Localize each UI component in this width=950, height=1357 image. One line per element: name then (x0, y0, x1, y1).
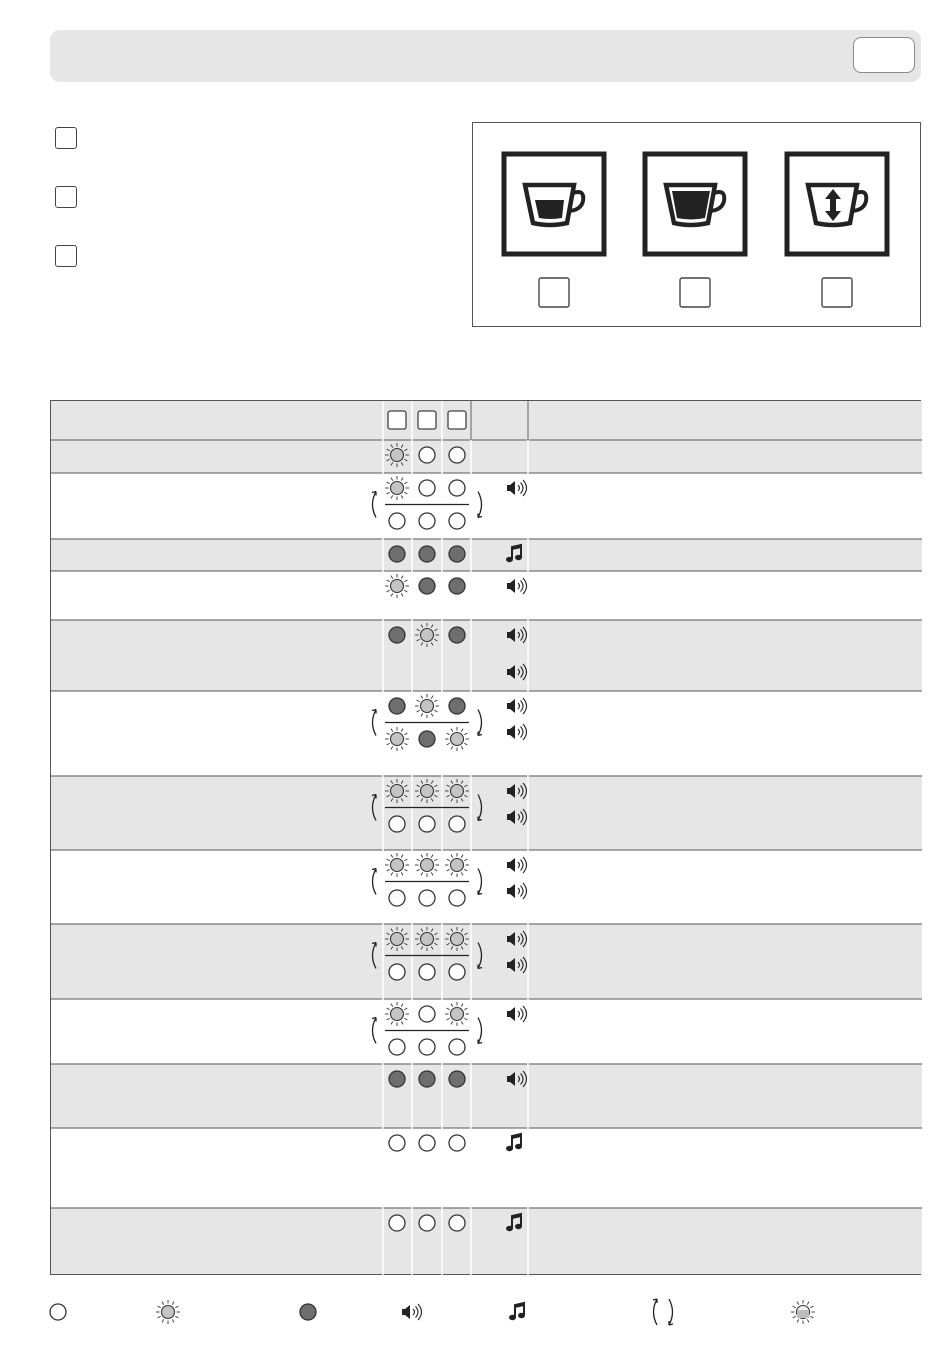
led-off-icon (419, 1135, 435, 1151)
table-row (51, 924, 922, 999)
table-row (51, 1128, 922, 1208)
led-off-icon (389, 964, 405, 980)
table-row (51, 776, 922, 850)
led-off-icon (449, 890, 465, 906)
led-blinking-icon (156, 1300, 180, 1324)
panel-button-label-box (680, 278, 710, 307)
led-off-icon (419, 1215, 435, 1231)
symbol-legend-svg (0, 1290, 950, 1335)
led-on-icon (389, 627, 405, 643)
led-off-icon (389, 816, 405, 832)
led-off-icon (449, 1135, 465, 1151)
led-off-icon (419, 480, 435, 496)
table-row (51, 473, 922, 539)
panel-button-label-box (822, 278, 852, 307)
panel-button-label-box (539, 278, 569, 307)
led-fast-blink-icon (791, 1300, 815, 1324)
led-off-icon (449, 447, 465, 463)
led-off-icon (419, 890, 435, 906)
led-on-icon (449, 578, 465, 594)
led-on-icon (419, 1071, 435, 1087)
led-off-icon (50, 1304, 66, 1320)
beep-sound-icon (402, 1304, 422, 1320)
table-header (51, 401, 922, 440)
table-row (51, 999, 922, 1064)
led-off-icon (449, 513, 465, 529)
table-row (51, 539, 922, 571)
header-bar (50, 30, 921, 82)
key-box-3 (55, 245, 77, 267)
led-off-icon (419, 513, 435, 529)
led-on-icon (449, 698, 465, 714)
key-box-1 (55, 127, 77, 149)
symbol-legend (0, 1290, 950, 1335)
table-row (51, 850, 922, 924)
table-row (51, 1064, 922, 1128)
led-on-icon (419, 546, 435, 562)
key-box-2 (55, 186, 77, 208)
led-off-icon (389, 513, 405, 529)
table-row (51, 440, 922, 473)
led-on-icon (419, 578, 435, 594)
led-on-icon (389, 1071, 405, 1087)
table-row (51, 691, 922, 776)
led-on-icon (449, 546, 465, 562)
led-off-icon (389, 1039, 405, 1055)
led-off-icon (449, 816, 465, 832)
led-off-icon (419, 816, 435, 832)
header-key-box-1 (388, 411, 406, 429)
led-off-icon (389, 890, 405, 906)
status-table-svg (51, 401, 922, 1276)
led-on-icon (449, 627, 465, 643)
melody-sound-icon (509, 1303, 525, 1320)
led-on-icon (389, 546, 405, 562)
header-key-box-3 (448, 411, 466, 429)
led-on-icon (389, 698, 405, 714)
led-off-icon (419, 447, 435, 463)
control-panel-svg (473, 123, 922, 328)
led-off-icon (449, 1215, 465, 1231)
led-on-icon (419, 731, 435, 747)
led-off-icon (419, 1039, 435, 1055)
led-off-icon (449, 964, 465, 980)
table-row (51, 1208, 922, 1274)
led-off-icon (419, 964, 435, 980)
alternating-cycle-icon (653, 1299, 673, 1325)
panel-button-3 (787, 154, 887, 307)
status-table (50, 400, 921, 1275)
led-on-icon (449, 1071, 465, 1087)
page-number-box (853, 37, 915, 73)
led-on-icon (300, 1304, 316, 1320)
led-off-icon (389, 1135, 405, 1151)
panel-button-1 (504, 154, 604, 307)
led-off-icon (449, 480, 465, 496)
led-off-icon (389, 1215, 405, 1231)
led-off-icon (419, 1006, 435, 1022)
table-row (51, 620, 922, 691)
led-off-icon (449, 1039, 465, 1055)
header-key-box-2 (418, 411, 436, 429)
panel-button-2 (645, 154, 745, 307)
control-panel-diagram (472, 122, 921, 327)
table-row (51, 571, 922, 620)
